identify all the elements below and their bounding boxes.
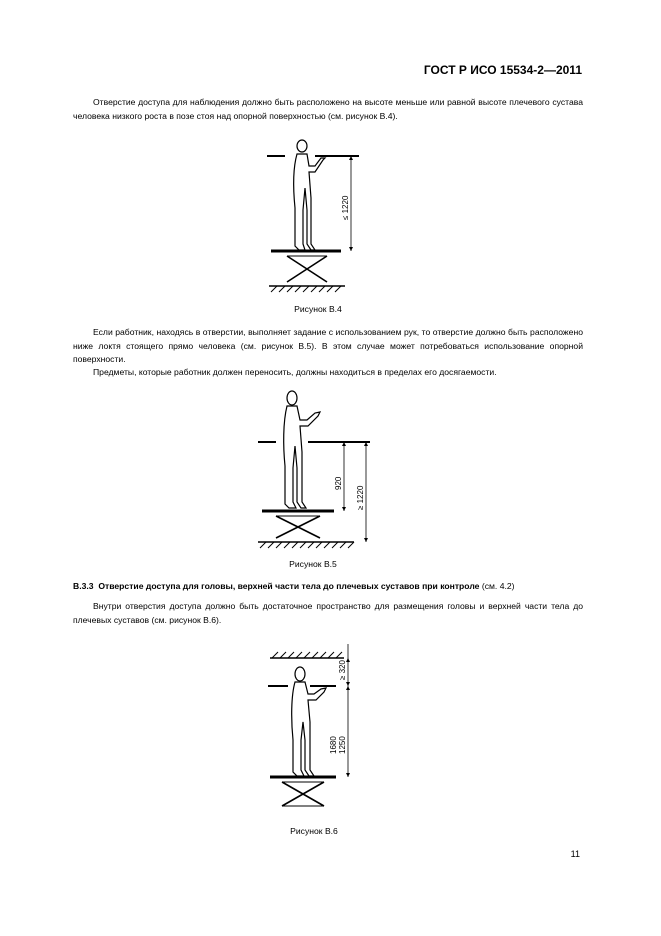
figure-b6-drawing [262, 636, 372, 816]
section-number: B.3.3 [73, 581, 94, 591]
figure-b6-person [292, 667, 326, 776]
figure-b6-caption: Рисунок В.6 [290, 826, 338, 836]
page-number: 11 [570, 849, 580, 859]
figure-b4-drawing [255, 138, 375, 298]
document-id: ГОСТ Р ИСО 15534-2—2011 [423, 63, 582, 77]
paragraph-text: Если работник, находясь в отверстии, выполняет задание с использованием рук, то отверстие должно быть расположено ниже локтя стоящего прямо человека (см. рисунок В.5). В этом случае может потребоваться использование опорной поверхности. [73, 327, 583, 364]
paragraph-reach [73, 366, 583, 380]
figure-b5-person [284, 391, 320, 508]
figure-b6-dimension-b: 1250 [338, 736, 347, 754]
figure-b4-caption: Рисунок В.4 [294, 304, 342, 314]
paragraph-text: Внутри отверстия доступа должно быть достаточное пространство для размещения головы и верхней части тела до плечевых суставов (см. рисунок В.6). [73, 601, 583, 625]
figure-b5-caption: Рисунок В.5 [289, 559, 337, 569]
figure-b5-drawing [250, 386, 390, 552]
paragraph-head-space [73, 600, 583, 627]
paragraph-observation-opening [73, 96, 583, 123]
figure-b4-dimension: ≤ 1220 [341, 195, 350, 220]
paragraph-hands-task [73, 326, 583, 367]
figure-b6-dimension-top: ≥ 320 [338, 660, 347, 680]
section-reference: (см. 4.2) [481, 581, 515, 591]
paragraph-text: Отверстие доступа для наблюдения должно быть расположено на высоте меньше или равной высоте плечевого сустава человека низкого роста в позе стоя над опорной поверхностью (см. рисунок В.4). [73, 97, 583, 121]
section-b33-heading [73, 581, 593, 591]
figure-b6-dimension-a: 1680 [329, 736, 338, 754]
section-title: Отверстие доступа для головы, верхней части тела до плечевых суставов при контроле [98, 581, 480, 591]
figure-b5-dimension-inner: 920 [334, 476, 343, 490]
paragraph-text: Предметы, которые работник должен переносить, должны находиться в пределах его досягаемости. [93, 367, 497, 377]
figure-b5-dimension-outer: ≥ 1220 [356, 485, 365, 510]
